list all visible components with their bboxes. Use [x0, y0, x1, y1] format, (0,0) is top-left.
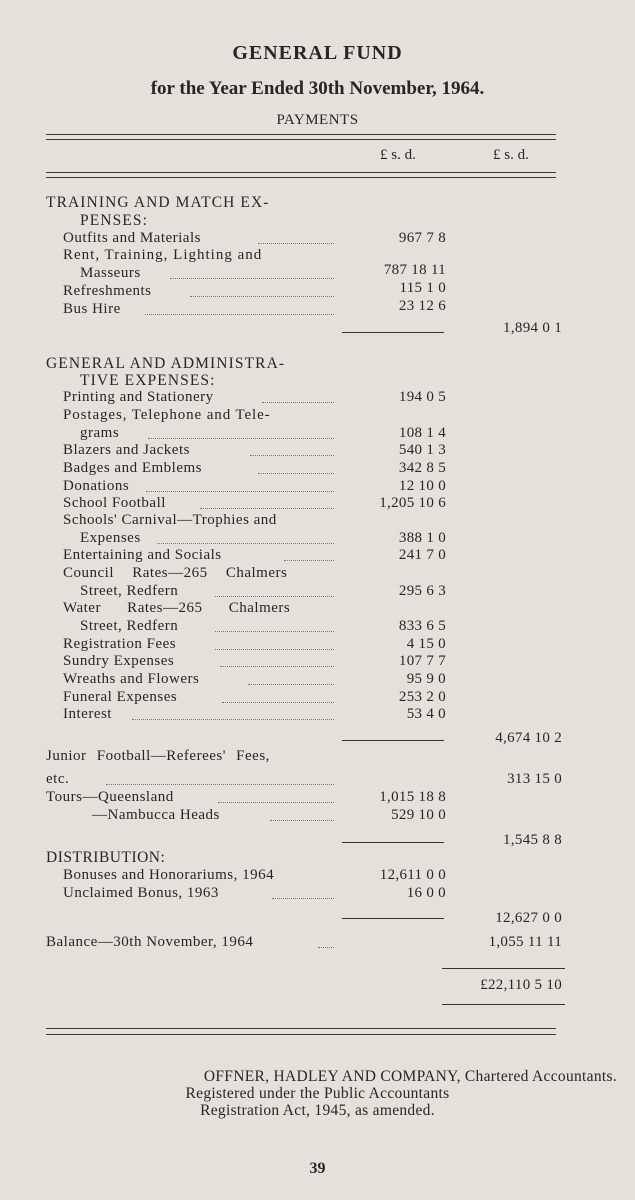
bus-hire-amount: 23 12 6	[398, 298, 446, 314]
header-double-rule-b	[46, 177, 556, 178]
interest-label: Interest	[63, 706, 112, 722]
leader-dots	[284, 560, 334, 561]
distribution-total: 12,627 0 0	[495, 910, 562, 926]
rent-label-cont: Masseurs	[80, 265, 141, 281]
leader-dots	[262, 402, 334, 403]
school-football-amount: 1,205 10 6	[379, 495, 446, 511]
postages-amount: 108 1 4	[398, 425, 446, 441]
funeral-amount: 253 2 0	[398, 689, 446, 705]
leader-dots	[132, 719, 334, 720]
total-rule-bottom	[442, 1004, 565, 1005]
water-rates-label: Water Rates—265 Chalmers	[63, 600, 291, 616]
donations-label: Donations	[63, 478, 130, 494]
total-rule-top	[442, 968, 565, 969]
leader-dots	[200, 508, 334, 509]
water-rates-label-cont: Street, Redfern	[80, 618, 179, 634]
leader-dots	[215, 649, 334, 650]
leader-dots	[218, 802, 334, 803]
wreaths-label: Wreaths and Flowers	[63, 671, 200, 687]
column-heading-totals: £ s. d.	[493, 147, 529, 163]
column-heading-items: £ s. d.	[380, 147, 416, 163]
leader-dots	[258, 243, 334, 244]
top-double-rule-b	[46, 139, 556, 140]
page-title: GENERAL FUND	[232, 42, 403, 64]
tours-total: 1,545 8 8	[503, 832, 562, 848]
rent-label: Rent, Training, Lighting and	[63, 247, 263, 263]
postages-label: Postages, Telephone and Tele-	[63, 407, 271, 423]
page-number: 39	[309, 1160, 326, 1177]
leader-dots	[215, 631, 334, 632]
distribution-heading: DISTRIBUTION:	[46, 849, 166, 866]
refreshments-amount: 115 1 0	[399, 280, 446, 296]
header-double-rule-a	[46, 172, 556, 173]
printing-label: Printing and Stationery	[63, 389, 214, 405]
subtotal-rule	[342, 740, 444, 741]
auditor-registration: Registered under the Public Accountants	[185, 1085, 450, 1102]
tours-nambucca-amount: 529 10 0	[391, 807, 446, 823]
council-rates-label: Council Rates—265 Chalmers	[63, 565, 288, 581]
leader-dots	[215, 596, 334, 597]
bonuses-label: Bonuses and Honorariums, 1964	[63, 867, 275, 883]
school-football-label: School Football	[63, 495, 166, 511]
water-rates-amount: 833 6 5	[398, 618, 446, 634]
junior-football-amount: 313 15 0	[507, 771, 562, 787]
outfits-label: Outfits and Materials	[63, 230, 201, 246]
auditor-name: OFFNER, HADLEY AND COMPANY, Chartered Accountants.	[203, 1068, 617, 1085]
balance-label: Balance—30th November, 1964	[46, 934, 254, 950]
carnival-amount: 388 1 0	[398, 530, 446, 546]
leader-dots	[272, 898, 334, 899]
wreaths-amount: 95 9 0	[406, 671, 446, 687]
outfits-amount: 967 7 8	[398, 230, 446, 246]
leader-dots	[250, 455, 334, 456]
council-rates-amount: 295 6 3	[398, 583, 446, 599]
unclaimed-amount: 16 0 0	[406, 885, 446, 901]
entertaining-label: Entertaining and Socials	[63, 547, 222, 563]
leader-dots	[157, 543, 334, 544]
funeral-label: Funeral Expenses	[63, 689, 178, 705]
junior-football-label: Junior Football—Referees' Fees,	[46, 748, 270, 764]
council-rates-label-cont: Street, Redfern	[80, 583, 179, 599]
training-total: 1,894 0 1	[503, 320, 562, 336]
printing-amount: 194 0 5	[398, 389, 446, 405]
entertaining-amount: 241 7 0	[398, 547, 446, 563]
tours-queensland-label: Tours—Queensland	[46, 789, 174, 805]
rent-amount: 787 18 11	[383, 262, 446, 278]
training-heading-cont: PENSES:	[80, 212, 148, 229]
leader-dots	[222, 702, 334, 703]
leader-dots	[106, 784, 334, 785]
subtotal-rule	[342, 842, 444, 843]
carnival-label: Schools' Carnival—Trophies and	[63, 512, 277, 528]
interest-amount: 53 4 0	[406, 706, 446, 722]
bottom-double-rule-a	[46, 1028, 556, 1029]
tours-queensland-amount: 1,015 18 8	[379, 789, 446, 805]
leader-dots	[270, 820, 334, 821]
registration-label: Registration Fees	[63, 636, 177, 652]
grand-total: £22,110 5 10	[480, 977, 562, 993]
donations-amount: 12 10 0	[398, 478, 446, 494]
sundry-label: Sundry Expenses	[63, 653, 175, 669]
top-double-rule-a	[46, 134, 556, 135]
page-subtitle: for the Year Ended 30th November, 1964.	[150, 78, 485, 99]
general-heading-cont: TIVE EXPENSES:	[80, 372, 216, 389]
sundry-amount: 107 7 7	[398, 653, 446, 669]
bus-hire-label: Bus Hire	[63, 301, 121, 317]
leader-dots	[190, 296, 334, 297]
leader-dots	[220, 666, 334, 667]
leader-dots	[145, 314, 334, 315]
carnival-label-cont: Expenses	[80, 530, 141, 546]
badges-label: Badges and Emblems	[63, 460, 202, 476]
leader-dots	[258, 473, 334, 474]
leader-dots	[170, 278, 334, 279]
bottom-double-rule-b	[46, 1034, 556, 1035]
bonuses-amount: 12,611 0 0	[379, 867, 446, 883]
tours-nambucca-label: —Nambucca Heads	[92, 807, 220, 823]
subtotal-rule	[342, 332, 444, 333]
junior-football-label-cont: etc.	[46, 771, 70, 787]
leader-dots	[148, 438, 334, 439]
badges-amount: 342 8 5	[398, 460, 446, 476]
auditor-act: Registration Act, 1945, as amended.	[200, 1102, 435, 1119]
leader-dots	[318, 947, 334, 948]
refreshments-label: Refreshments	[63, 283, 152, 299]
blazers-amount: 540 1 3	[398, 442, 446, 458]
blazers-label: Blazers and Jackets	[63, 442, 190, 458]
training-heading: TRAINING AND MATCH EX-	[46, 194, 270, 211]
unclaimed-label: Unclaimed Bonus, 1963	[63, 885, 219, 901]
general-heading: GENERAL AND ADMINISTRA-	[46, 355, 286, 372]
section-heading: PAYMENTS	[276, 112, 359, 128]
general-total: 4,674 10 2	[495, 730, 562, 746]
leader-dots	[248, 684, 334, 685]
postages-label-cont: grams	[80, 425, 120, 441]
subtotal-rule	[342, 918, 444, 919]
balance-amount: 1,055 11 11	[488, 934, 562, 950]
leader-dots	[146, 491, 334, 492]
registration-amount: 4 15 0	[406, 636, 446, 652]
